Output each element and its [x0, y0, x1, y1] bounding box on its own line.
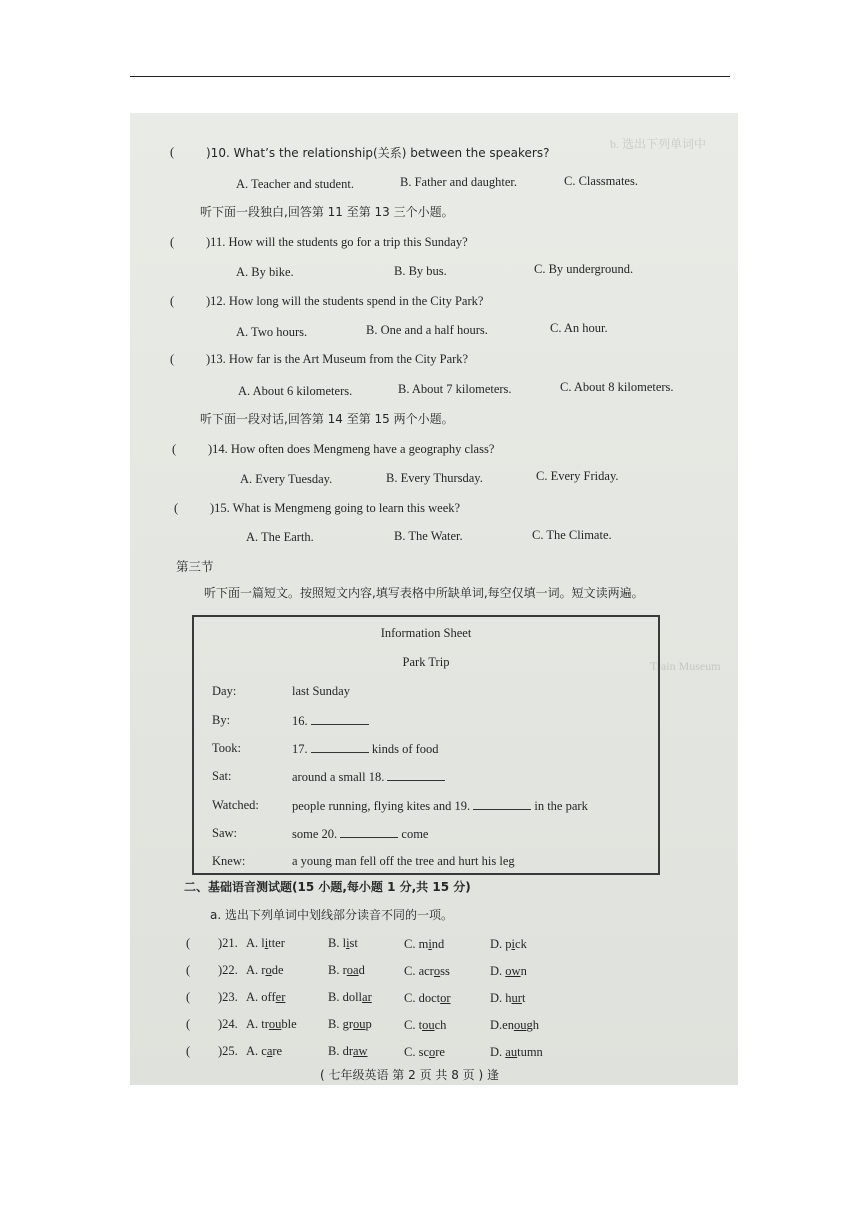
option-d: D. autumn	[490, 1045, 543, 1059]
row-value: people running, flying kites and 19. in the park	[292, 799, 588, 813]
row-label: Took:	[212, 741, 241, 755]
answer-paren: (	[186, 936, 191, 950]
row-value: 16.	[292, 712, 369, 729]
part-2-subinstruction: a. 选出下列单词中划线部分读音不同的一项。	[210, 908, 453, 922]
q11-option-c: C. By underground.	[534, 262, 634, 276]
option-c: C. across	[404, 964, 450, 978]
question-number: )23.	[218, 990, 238, 1004]
option-c: C. doctor	[404, 991, 451, 1005]
option-d: D.enough	[490, 1018, 539, 1032]
option-b: B. list	[328, 936, 358, 950]
bleed-through-decoration: b. 选出下列单词中	[610, 137, 707, 151]
q10-option-b: B. Father and daughter.	[400, 175, 517, 189]
row-value: some 20. come	[292, 827, 429, 841]
option-a: A. care	[246, 1044, 283, 1058]
option-d: D. pick	[490, 937, 527, 951]
answer-blank-17[interactable]	[311, 740, 369, 753]
answer-paren: (	[170, 145, 175, 159]
q13-option-b: B. About 7 kilometers.	[398, 382, 512, 396]
q11-option-a: A. By bike.	[236, 265, 294, 279]
answer-paren: (	[186, 1044, 191, 1058]
row-value: last Sunday	[292, 684, 350, 698]
question-number: )22.	[218, 963, 238, 977]
info-sheet-subtitle: Park Trip	[402, 655, 450, 669]
question-12: )12. How long will the students spend in the City Park?	[206, 294, 484, 308]
scanned-page	[130, 113, 738, 1085]
instruction-14-15: 听下面一段对话,回答第 14 至第 15 两个小题。	[200, 412, 454, 426]
q15-option-c: C. The Climate.	[532, 528, 612, 542]
answer-paren: (	[186, 990, 191, 1004]
question-10: )10. What’s the relationship(关系) between the speakers?	[206, 146, 550, 160]
option-d: D. own	[490, 964, 527, 978]
answer-paren: (	[172, 442, 177, 456]
q13-option-c: C. About 8 kilometers.	[560, 380, 674, 394]
option-b: B. draw	[328, 1044, 368, 1058]
option-c: C. mind	[404, 937, 445, 951]
answer-paren: (	[170, 235, 175, 249]
question-11: )11. How will the students go for a trip this Sunday?	[206, 235, 468, 249]
question-15: )15. What is Mengmeng going to learn this week?	[210, 501, 461, 515]
section-3-instruction: 听下面一篇短文。按照短文内容,填写表格中所缺单词,每空仅填一词。短文读两遍。	[204, 586, 644, 600]
option-d: D. hurt	[490, 991, 526, 1005]
answer-paren: (	[170, 352, 175, 366]
option-b: B. dollar	[328, 990, 372, 1004]
part-2-title: 二、基础语音测试题(15 小题,每小题 1 分,共 15 分)	[184, 880, 471, 894]
question-number: )25.	[218, 1044, 238, 1058]
q10-option-c: C. Classmates.	[564, 174, 638, 188]
option-c: C. score	[404, 1045, 445, 1059]
row-value: 17. kinds of food	[292, 742, 439, 756]
option-b: B. road	[328, 963, 365, 977]
option-a: A. rode	[246, 963, 284, 977]
row-value: a young man fell off the tree and hurt his leg	[292, 854, 515, 868]
option-c: C. touch	[404, 1018, 447, 1032]
section-3-title: 第三节	[176, 559, 214, 574]
page-footer: ( 七年级英语 第 2 页 共 8 页 ) 逢	[320, 1068, 499, 1082]
q14-option-c: C. Every Friday.	[536, 469, 619, 483]
question-number: )21.	[218, 936, 238, 950]
answer-blank-20[interactable]	[340, 825, 398, 838]
row-label: Sat:	[212, 769, 232, 783]
q12-option-a: A. Two hours.	[236, 325, 308, 339]
row-label: By:	[212, 713, 231, 727]
instruction-11-13: 听下面一段独白,回答第 11 至第 13 三个小题。	[200, 205, 454, 219]
q14-option-b: B. Every Thursday.	[386, 471, 483, 485]
q15-option-a: A. The Earth.	[246, 530, 314, 544]
row-label: Knew:	[212, 854, 246, 868]
answer-paren: (	[186, 963, 191, 977]
option-a: A. offer	[246, 990, 286, 1004]
question-number: )24.	[218, 1017, 238, 1031]
q13-option-a: A. About 6 kilometers.	[238, 384, 353, 398]
answer-blank-19[interactable]	[473, 797, 531, 810]
header-rule	[130, 76, 730, 77]
q14-option-a: A. Every Tuesday.	[240, 472, 333, 486]
q12-option-b: B. One and a half hours.	[366, 323, 488, 337]
row-label: Watched:	[212, 798, 259, 812]
question-13: )13. How far is the Art Museum from the City Park?	[206, 352, 469, 366]
row-label: Saw:	[212, 826, 237, 840]
q11-option-b: B. By bus.	[394, 264, 447, 278]
answer-paren: (	[186, 1017, 191, 1031]
q12-option-c: C. An hour.	[550, 321, 608, 335]
bleed-through-decoration-2: Train Museum	[650, 659, 721, 673]
row-label: Day:	[212, 684, 237, 698]
option-b: B. group	[328, 1017, 372, 1031]
row-value: around a small 18.	[292, 768, 445, 785]
q15-option-b: B. The Water.	[394, 529, 463, 543]
information-sheet-table	[192, 615, 660, 875]
question-14: )14. How often does Mengmeng have a geography class?	[208, 442, 495, 456]
answer-paren: (	[170, 294, 175, 308]
option-a: A. trouble	[246, 1017, 297, 1031]
q10-option-a: A. Teacher and student.	[236, 177, 354, 191]
answer-paren: (	[174, 501, 179, 515]
option-a: A. litter	[246, 936, 285, 950]
info-sheet-title: Information Sheet	[380, 626, 472, 640]
answer-blank-18[interactable]	[387, 768, 445, 781]
answer-blank-16[interactable]	[311, 712, 369, 725]
